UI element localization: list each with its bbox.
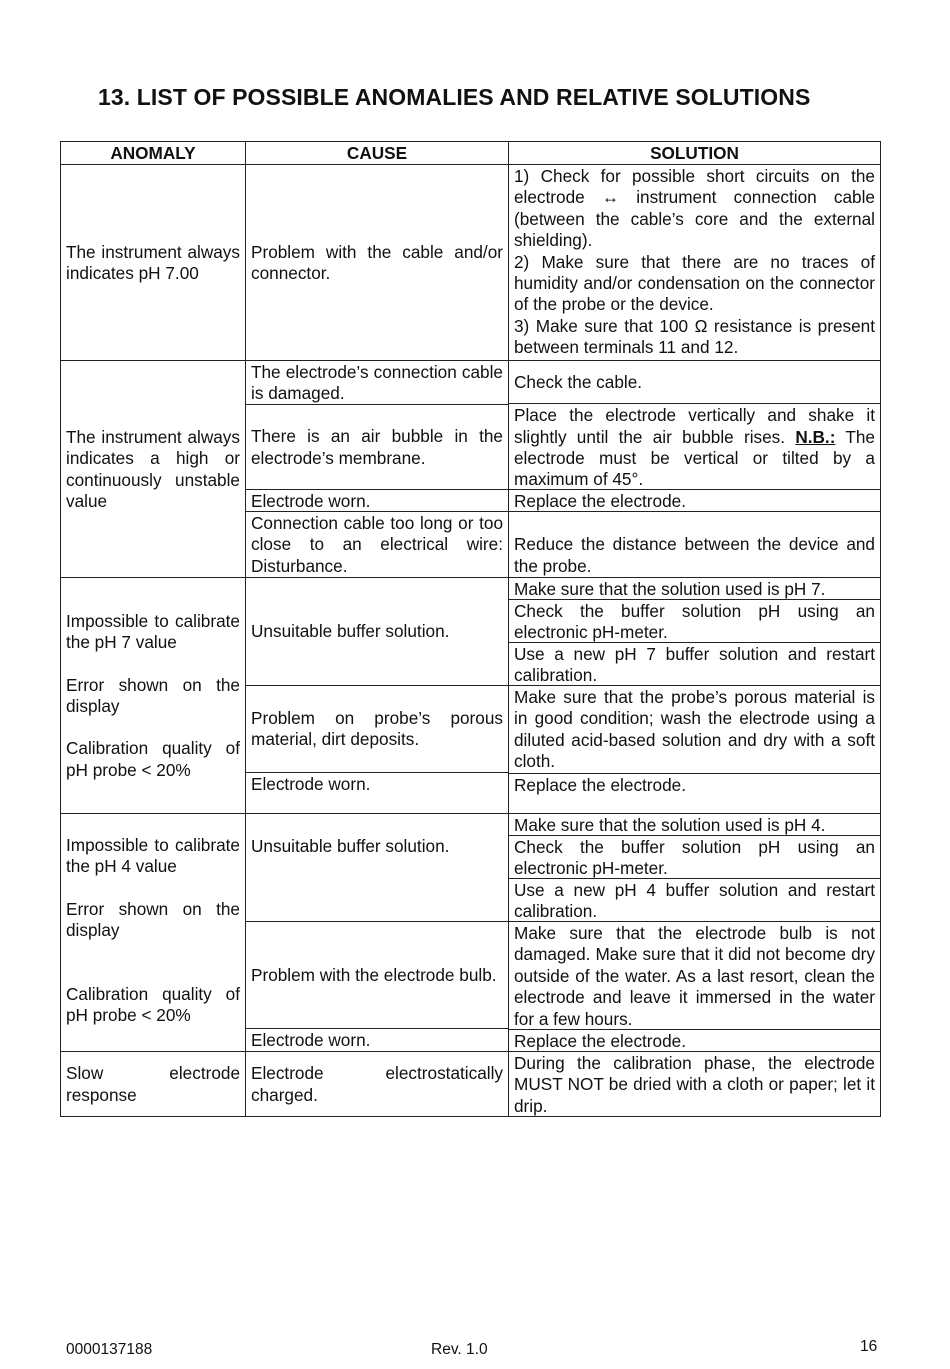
solution-text: Check the cable. (514, 371, 643, 392)
solution-cell (509, 165, 881, 361)
cause-text: The electrode’s connection cable is damaged. (246, 361, 508, 405)
anomaly-line: Impossible to calibrate the pH 4 value (66, 835, 240, 877)
anomaly-cell (61, 578, 246, 814)
solution-step: 3) Make sure that 100 Ω resistance is present between terminals 11 and 12. (514, 315, 875, 358)
anomaly-text-group (66, 611, 240, 781)
solution-text: Use a new pH 4 buffer solution and restart calibration. (509, 879, 880, 922)
solution-cell (509, 404, 880, 490)
solution-text: Check the buffer solution pH using an electronic pH-meter. (509, 600, 880, 643)
anomaly-text: The instrument always indicates a high or continuously unstable value (66, 426, 240, 511)
footer-doc-number: 0000137188 (66, 1341, 153, 1358)
cause-cell (246, 405, 508, 490)
cause-text: Electrode worn. (251, 774, 371, 795)
anomaly-line: Calibration quality of pH probe < 20% (66, 983, 240, 1026)
header-solution: SOLUTION (509, 142, 881, 165)
solution-text: Make sure that the solution used is pH 7. (509, 578, 880, 600)
solution-text: Reduce the distance between the device and the probe. (514, 534, 875, 576)
solution-step: 1) Check for possible short circuits on the electrode ↔ instrument connection cable (between the cable’s core and the external shielding). (514, 166, 875, 251)
cause-cell (246, 686, 508, 774)
anomaly-cell (61, 814, 246, 1052)
anomaly-cell (61, 361, 246, 578)
anomalies-table (60, 141, 881, 1117)
cause-group (246, 361, 509, 578)
solution-text: Use a new pH 7 buffer solution and restart calibration. (509, 643, 880, 686)
page-title: 13. LIST OF POSSIBLE ANOMALIES AND RELATIVE SOLUTIONS (98, 84, 811, 110)
solution-text: Replace the electrode. (514, 1031, 686, 1051)
cause-text: Unsuitable buffer solution. (251, 621, 450, 642)
solution-text: Replace the electrode. (514, 774, 686, 795)
cause-text: Problem on probe’s porous material, dirt deposits. (251, 707, 503, 750)
cause-text: Electrode electrostatically charged. (251, 1063, 503, 1105)
anomaly-text: The instrument always indicates pH 7.00 (66, 241, 240, 283)
anomaly-cell (61, 165, 246, 361)
solution-step: 2) Make sure that there are no traces of humidity and/or condensation on the connector of the probe or the device. (514, 251, 875, 315)
solution-text: Replace the electrode. (509, 490, 880, 512)
note-label: N.B.: (795, 426, 836, 447)
solution-text: Make sure that the solution used is pH 4. (509, 814, 880, 836)
cause-group (246, 578, 509, 814)
header-cause: CAUSE (246, 142, 509, 165)
cause-text: Problem with the cable and/or connector. (251, 241, 503, 283)
anomaly-line: Error shown on the display (66, 674, 240, 716)
footer-page-number: 16 (860, 1338, 878, 1355)
note-text: The electrode must be vertical or tilted by a maximum of 45°. (514, 426, 875, 490)
cause-cell (246, 1052, 509, 1117)
solution-group (509, 814, 881, 1052)
cause-cell (246, 922, 508, 1029)
solution-text: Check the buffer solution pH using an electronic pH-meter. (509, 836, 880, 879)
anomaly-line: Impossible to calibrate the pH 7 value (66, 610, 240, 653)
anomaly-line: Error shown on the display (66, 898, 240, 941)
solution-text: Make sure that the probe’s porous material is in good condition; wash the electrode using a diluted acid-based solution and dry with a soft cloth. (509, 686, 880, 774)
anomaly-cell (61, 1052, 246, 1117)
anomaly-line: Calibration quality of pH probe < 20% (66, 738, 240, 780)
solution-group (509, 578, 881, 814)
solution-cell (509, 361, 880, 404)
cause-text: Problem with the electrode bulb. (251, 964, 497, 985)
anomaly-text: Slow electrode response (66, 1063, 240, 1105)
footer-revision: Rev. 1.0 (431, 1341, 488, 1358)
solution-text: Place the electrode vertically and shake it slightly until the air bubble rises. (514, 405, 875, 447)
cause-group (246, 814, 509, 1052)
solution-group (509, 361, 881, 578)
cause-text: There is an air bubble in the electrode’s membrane. (251, 426, 503, 468)
solution-text: Make sure that the electrode bulb is not damaged. Make sure that it did not become dry outside of the water. As a last resort, clean the electrode and leave it immersed in the water for a few hours. (509, 922, 880, 1030)
solution-text: During the calibration phase, the electrode MUST NOT be dried with a cloth or paper; let it drip. (509, 1052, 881, 1117)
header-anomaly: ANOMALY (61, 142, 246, 165)
cause-text: Unsuitable buffer solution. (246, 814, 508, 922)
cause-text: Electrode worn. (246, 490, 508, 512)
cause-text: Connection cable too long or too close to an electrical wire: Disturbance. (251, 513, 503, 576)
cause-text: Electrode worn. (251, 1030, 371, 1050)
cause-cell (246, 165, 509, 361)
cause-cell (246, 578, 508, 686)
